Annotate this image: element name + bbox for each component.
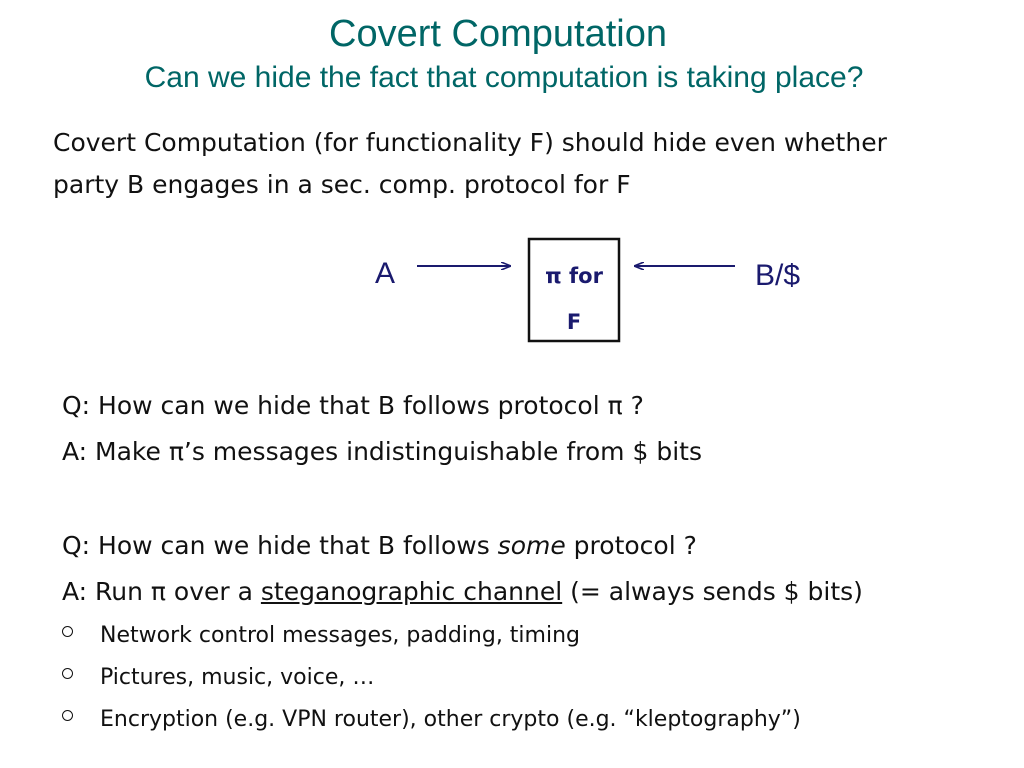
answer-2-prefix: A: Run π over a: [62, 577, 261, 606]
party-a-label: A: [375, 257, 396, 290]
party-b-label: B/$: [755, 259, 801, 292]
answer-2-suffix: (= always sends $ bits): [562, 577, 863, 606]
bullet-text: Encryption (e.g. VPN router), other crypto (e.g. “kleptography”): [100, 707, 801, 732]
circle-bullet-icon: [62, 668, 73, 679]
bullet-text: Pictures, music, voice, …: [100, 665, 375, 690]
question-2-prefix: Q: How can we hide that B follows: [62, 531, 498, 560]
question-1-text: Q: How can we hide that B follows protocol π ?: [62, 391, 644, 420]
question-2-emphasis: some: [497, 531, 566, 560]
question-2: [62, 530, 697, 562]
circle-bullet-icon: [62, 710, 73, 721]
intro-line-1: Covert Computation (for functionality F) should hide even whether: [53, 128, 887, 157]
steganographic-channel-term: steganographic channel: [260, 577, 563, 606]
question-2-suffix: protocol ?: [565, 531, 697, 560]
bullet-text: Network control messages, padding, timing: [100, 623, 580, 648]
protocol-diagram: [360, 236, 840, 346]
protocol-box-line-1: π for: [545, 264, 603, 288]
answer-2: [62, 576, 863, 608]
protocol-box-line-2: F: [566, 310, 582, 334]
answer-1: [62, 436, 702, 468]
slide-subtitle: Can we hide the fact that computation is taking place?: [144, 61, 864, 94]
slide-title: Covert Computation: [329, 13, 667, 55]
answer-1-text: A: Make π’s messages indistinguishable from $ bits: [62, 437, 702, 466]
question-1: [62, 390, 644, 422]
circle-bullet-icon: [62, 626, 73, 637]
intro-paragraph: [53, 122, 993, 206]
intro-line-2: party B engages in a sec. comp. protocol for F: [53, 170, 631, 199]
